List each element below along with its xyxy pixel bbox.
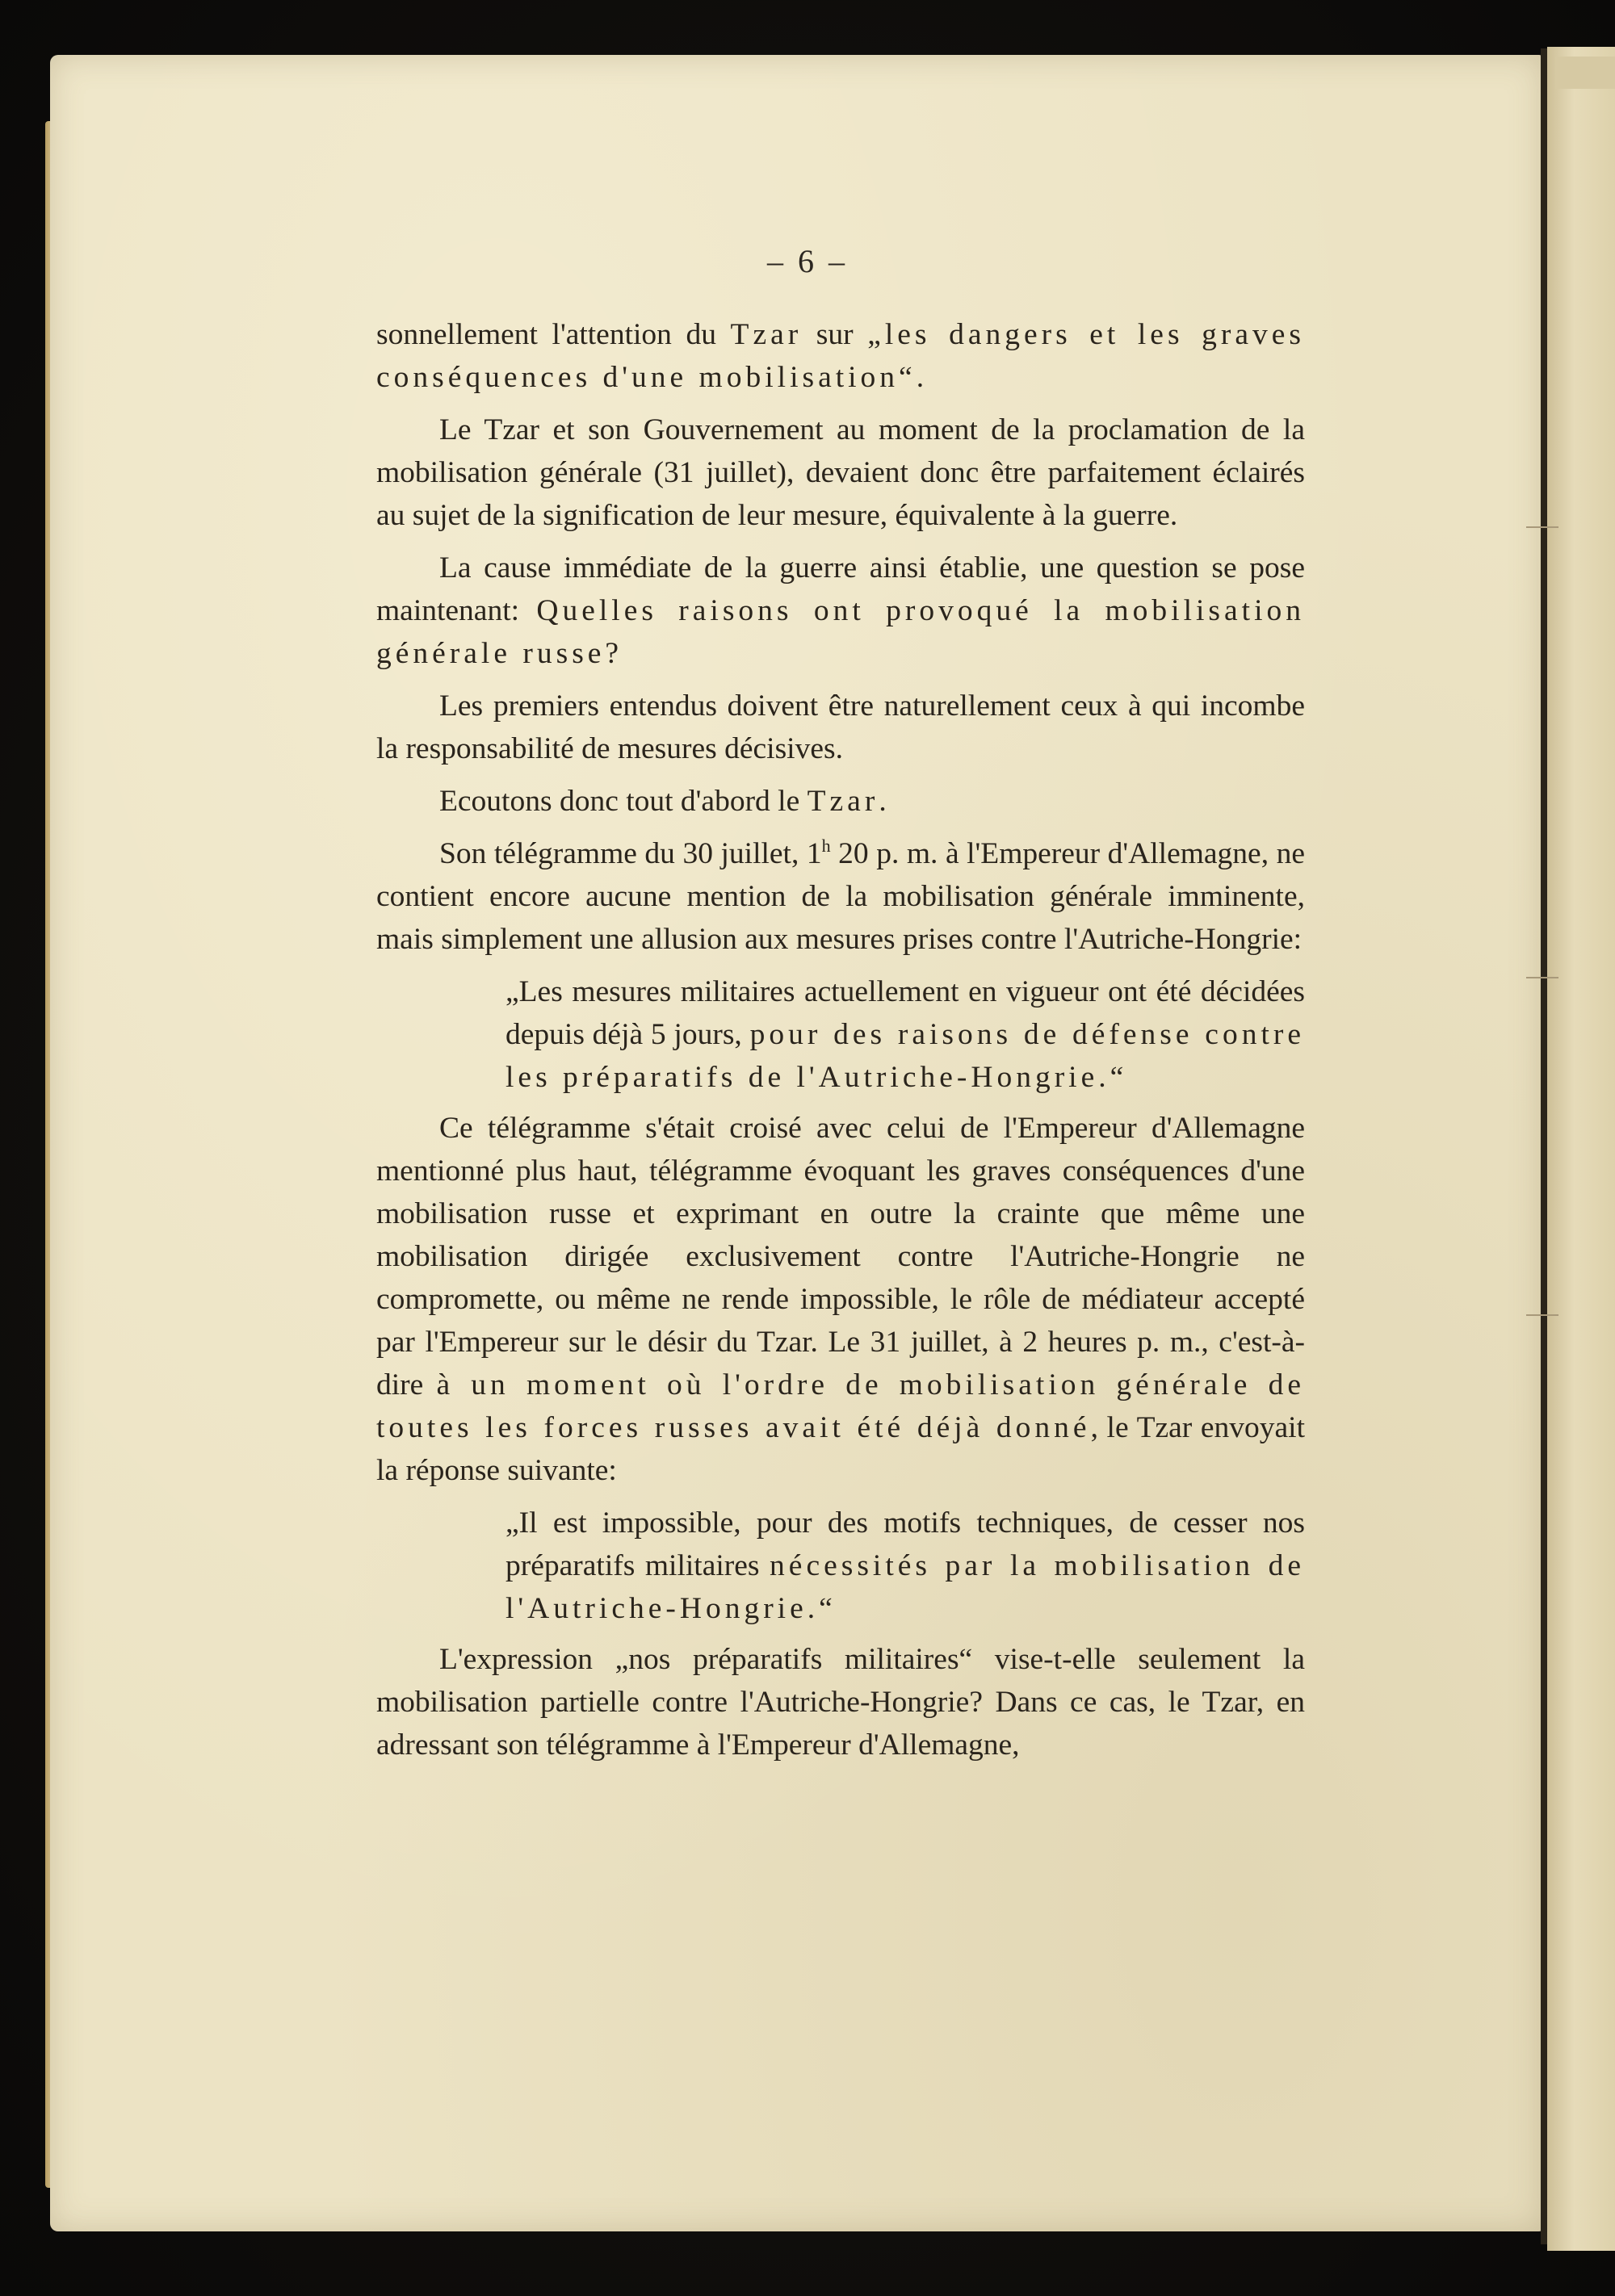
body-text [376,313,1305,1776]
paragraph: Son télégramme du 30 juillet, 1$^h$ 20 p. m. à l'Empereur d'Allemagne, ne contient encore aucune mention de la mobilisation générale imminente, mais simplement une allusion aux mesures prises contre l'Autriche-Hongrie: [376,836,1306,956]
paragraph: Les premiers entendus doivent être naturellement ceux à qui incombe la responsabilité de mesures décisives. [376,689,1305,765]
adjacent-page-fold [1555,57,1615,89]
book-gutter [1541,48,1547,2244]
paragraph: Ecoutons donc tout d'abord le Tzar. [439,785,887,818]
margin-mark [1526,1314,1558,1316]
paragraph: Le Tzar et son Gouvernement au moment de la proclamation de la mobilisation générale (31 juillet), devaient donc être parfaitement éclairés au sujet de la signification de leur mesure, équivalente à la guerre. [376,413,1305,532]
page-number: – 6 – [767,243,848,279]
adjacent-page-edge [1547,47,1615,2251]
paragraph: L'expression „nos préparatifs militaires“ vise-t-elle seulement la mobilisation partielle contre l'Autriche-Hongrie? Dans ce cas, le Tzar, en adressant son télégramme à l'Empereur d'Allemagne, [376,1643,1305,1762]
block-quote: „Les mesures militaires actuellement en vigueur ont été décidées depuis déjà 5 jours, pour des raisons de défense contre les préparatifs de l'Autriche-Hongrie.“ [505,975,1305,1094]
margin-mark [1526,526,1558,528]
block-quote: „Il est impossible, pour des motifs techniques, de cesser nos préparatifs militaires nécessités par la mobilisation de l'Autriche-Hongrie.“ [505,1506,1305,1625]
margin-mark [1526,977,1558,978]
paragraph: La cause immédiate de la guerre ainsi établie, une question se pose maintenant: Quelles raisons ont provoqué la mobilisation générale russe? [376,551,1305,670]
paragraph: Ce télégramme s'était croisé avec celui de l'Empereur d'Allemagne mentionné plus haut, télégramme évoquant les graves conséquences d'une mobilisation russe et exprimant en outre la crainte que même une mobilisation dirigée exclusivement contre l'Autriche-Hongrie ne compromette, ou même ne rende impossible, le rôle de médiateur accepté par l'Empereur sur le désir du Tzar. Le 31 juillet, à 2 heures p. m., c'est-à-dire à un moment où l'ordre de mobilisation générale de toutes les forces russes avait été déjà donné, le Tzar envoyait la réponse suivante: [376,1112,1306,1487]
paragraph-continuation: sonnellement l'attention du Tzar sur „les dangers et les graves conséquences d'une mobilisation“. [376,318,1305,394]
